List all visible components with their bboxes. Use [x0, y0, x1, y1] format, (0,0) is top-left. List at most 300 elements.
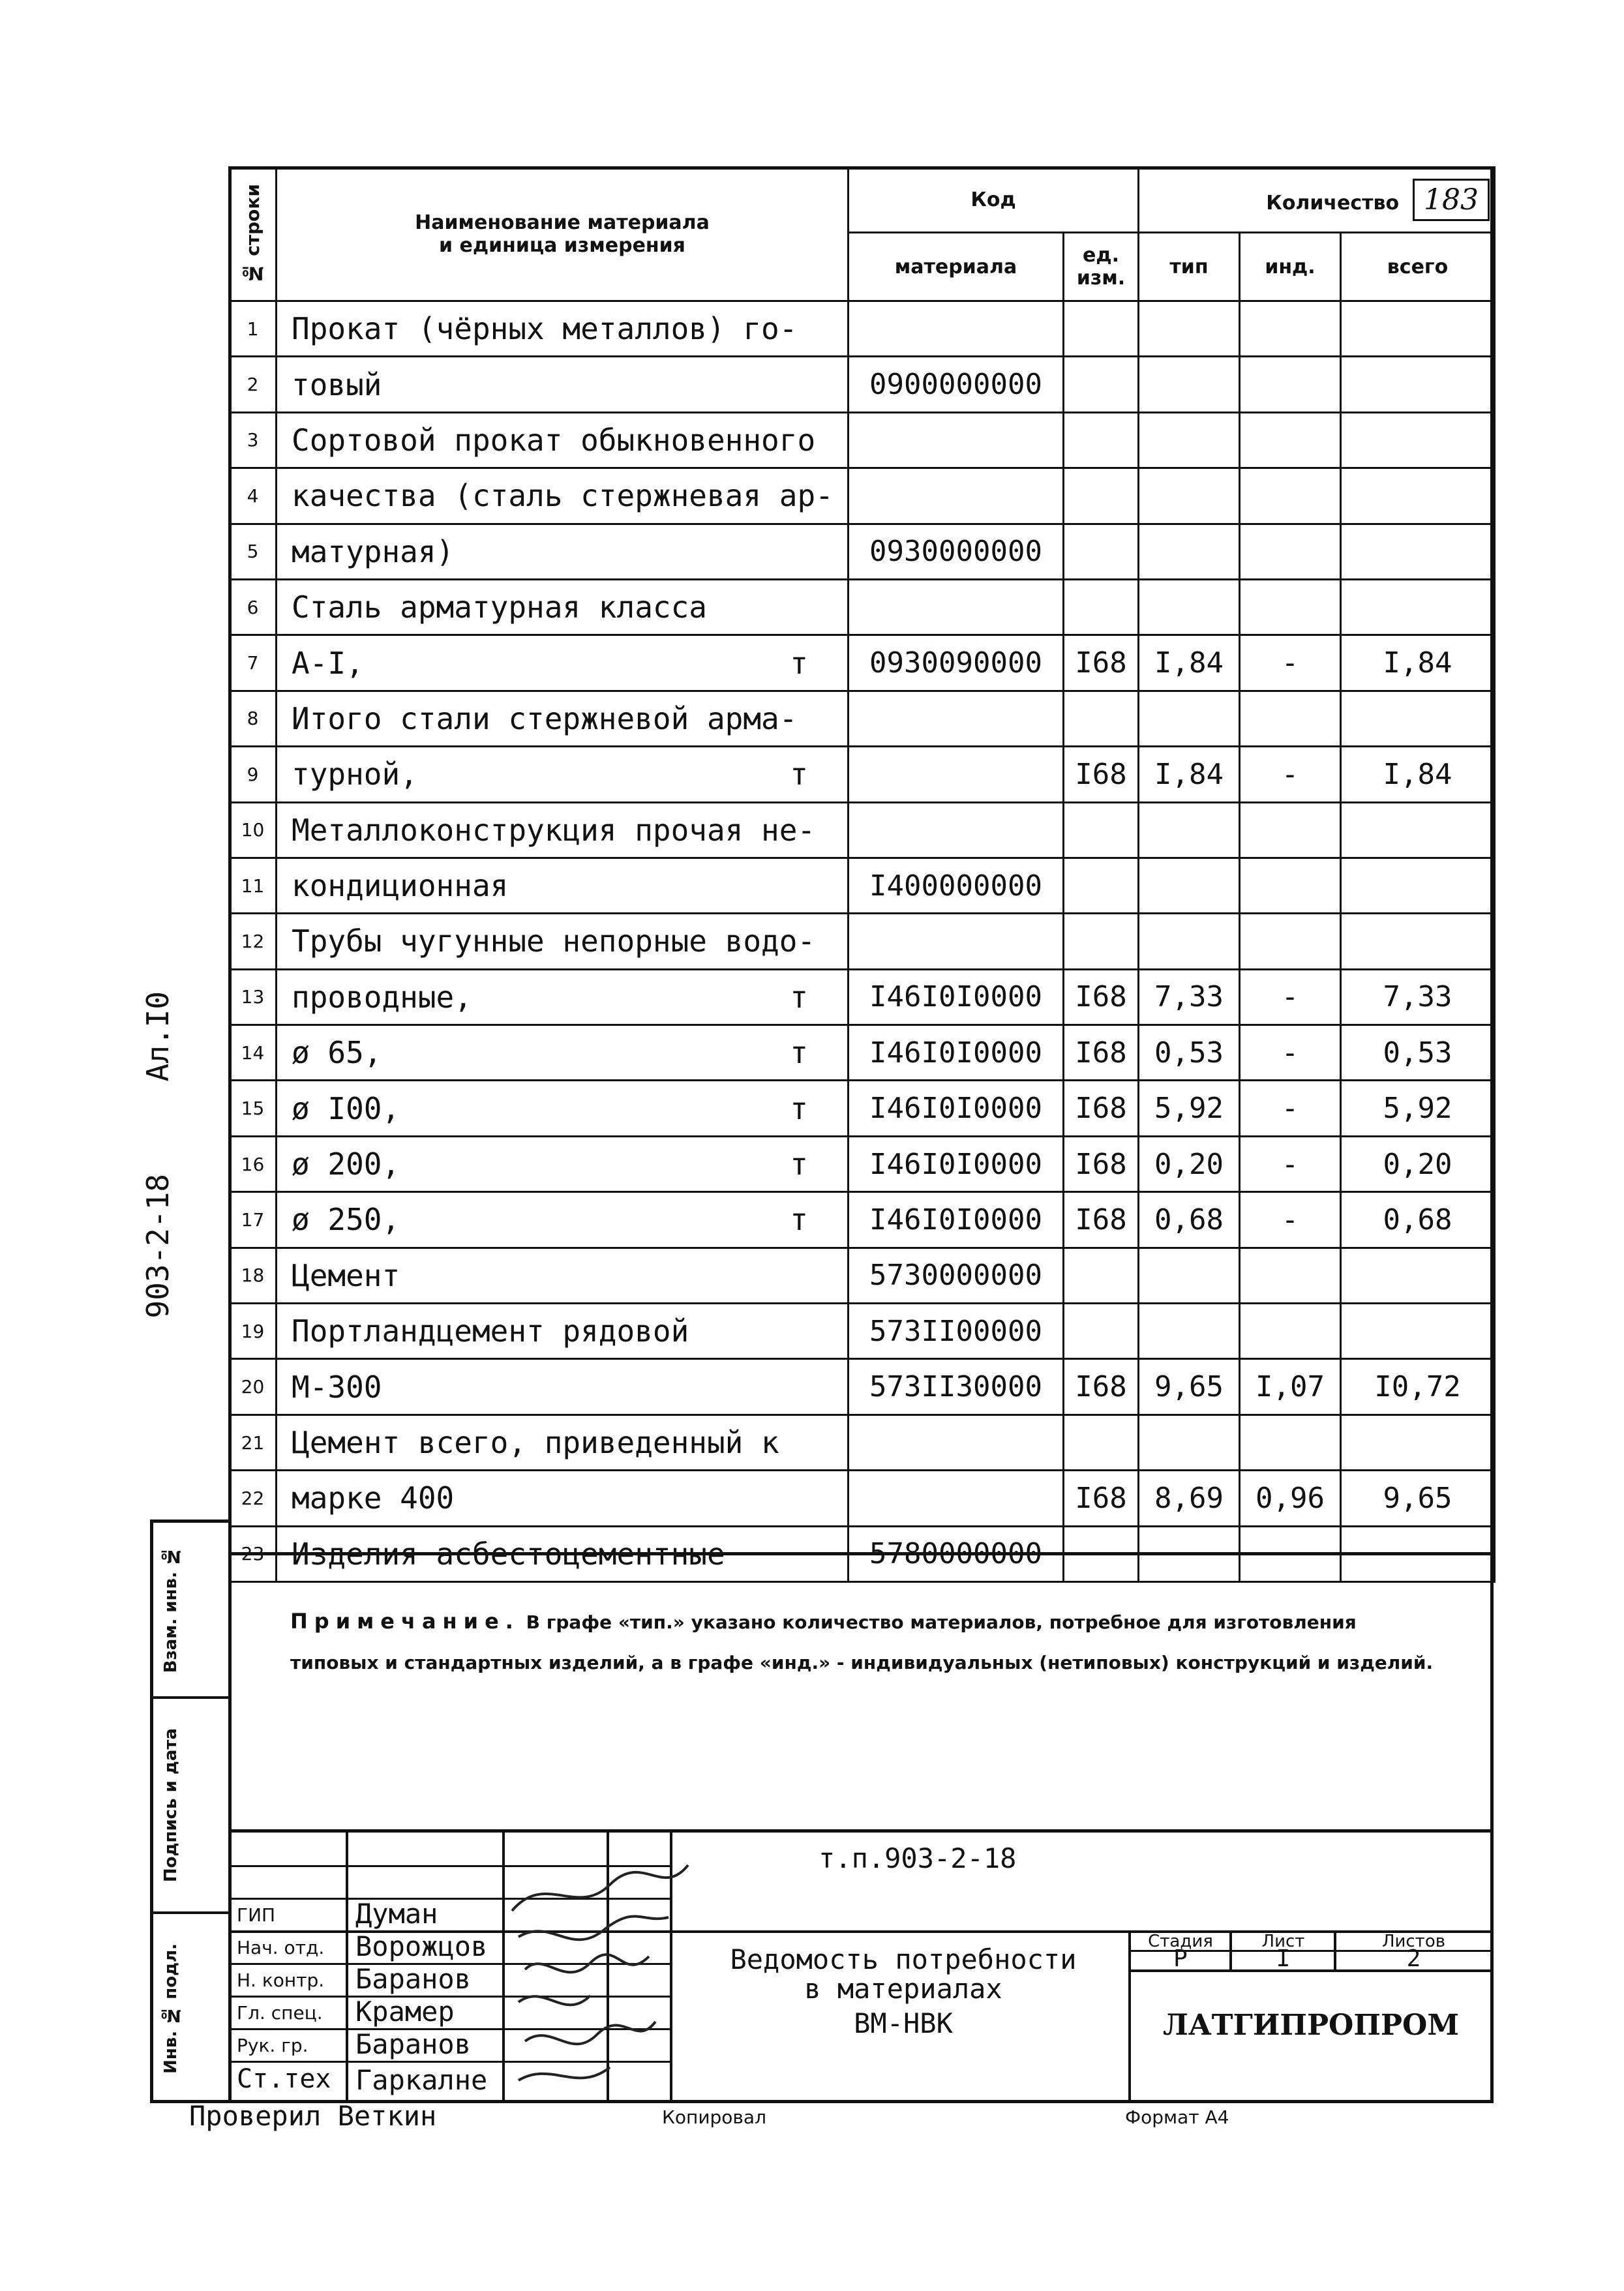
- material-code-text: 0930090000: [869, 646, 1042, 680]
- qty-ind: [1240, 858, 1341, 913]
- material-name-text: турной,: [292, 756, 418, 792]
- table-row: [230, 468, 1495, 524]
- material-code-text: I46I0I0000: [869, 980, 1042, 1014]
- material-code-text: 0930000000: [869, 535, 1042, 569]
- material-name: [277, 1136, 849, 1191]
- margin-doc-code: 903-2-18: [140, 1174, 175, 1319]
- table-row: [230, 1304, 1495, 1359]
- table-row: [230, 524, 1495, 579]
- material-code: [849, 1248, 1064, 1303]
- qty-type-text: 0,68: [1154, 1203, 1224, 1236]
- materials-table: [228, 166, 1496, 1583]
- material-code-text: 5730000000: [869, 1259, 1042, 1293]
- footer-copied: Копировал: [662, 2106, 766, 2128]
- qty-type: [1139, 1248, 1240, 1303]
- qty-type: [1139, 1081, 1240, 1136]
- material-name: [277, 1025, 849, 1081]
- material-name-text: ø 250,: [292, 1202, 400, 1238]
- row-number-text: 22: [241, 1487, 265, 1509]
- material-code-text: 5780000000: [869, 1537, 1042, 1571]
- material-name-text: ø 65,: [292, 1035, 382, 1071]
- unit-code-text: I68: [1075, 1036, 1127, 1070]
- row-number-text: 6: [247, 596, 259, 618]
- header-total: всего: [1341, 233, 1495, 301]
- material-name-text: Цемент всего, приведенный к: [292, 1425, 779, 1460]
- material-name: [277, 468, 849, 524]
- qty-ind: [1240, 1359, 1341, 1415]
- unit-code-text: I68: [1075, 1203, 1127, 1236]
- header-material: материала: [849, 233, 1064, 301]
- unit-code: [1064, 1359, 1139, 1415]
- note-block: [232, 1552, 1490, 1833]
- row-number-text: 11: [241, 875, 265, 897]
- unit-label: т: [790, 645, 808, 681]
- material-name: [277, 858, 849, 913]
- role-1: Нач. отд.: [237, 1937, 325, 1958]
- role-5: Ст.тех: [237, 2064, 331, 2094]
- material-name-text: Прокат (чёрных металлов) го-: [292, 311, 798, 347]
- qty-type: [1139, 301, 1240, 357]
- unit-code: [1064, 858, 1139, 913]
- qty-total-text: 0,53: [1383, 1036, 1452, 1070]
- row-number: [230, 1081, 277, 1136]
- material-code: [849, 914, 1064, 969]
- material-name: [277, 914, 849, 969]
- qty-total: [1341, 969, 1495, 1025]
- qty-ind: [1240, 301, 1341, 357]
- name-3: Крамер: [355, 1996, 455, 2028]
- qty-total: [1341, 357, 1495, 412]
- qty-total: [1341, 1081, 1495, 1136]
- material-code-text: 0900000000: [869, 368, 1042, 402]
- name-0: Думан: [355, 1898, 438, 1930]
- header-row-no: № строки: [230, 168, 277, 301]
- qty-total-text: I0,72: [1374, 1370, 1461, 1404]
- row-number: [230, 412, 277, 468]
- stage-value: Р: [1173, 1945, 1188, 1972]
- qty-ind: [1240, 1248, 1341, 1303]
- qty-total: [1341, 1304, 1495, 1359]
- table-row: [230, 1192, 1495, 1248]
- material-name: [277, 1081, 849, 1136]
- material-name: [277, 1359, 849, 1415]
- role-2: Н. контр.: [237, 1969, 325, 1991]
- qty-type: [1139, 468, 1240, 524]
- sheets-label: Листов: [1381, 1932, 1446, 1951]
- material-code: [849, 1415, 1064, 1470]
- qty-total: [1341, 468, 1495, 524]
- row-number: [230, 802, 277, 858]
- row-number-text: 21: [241, 1431, 265, 1454]
- qty-type: [1139, 524, 1240, 579]
- qty-ind: [1240, 1081, 1341, 1136]
- row-number: [230, 1415, 277, 1470]
- unit-code-text: I68: [1075, 757, 1127, 791]
- material-code: [849, 579, 1064, 635]
- row-number: [230, 1304, 277, 1359]
- material-name-text: Трубы чугунные непорные водо-: [292, 923, 816, 959]
- row-number-text: 19: [241, 1320, 265, 1342]
- qty-total: [1341, 1136, 1495, 1191]
- cell-podpis: Подпись и дата: [153, 1699, 232, 1914]
- signatures-drawing: [505, 1859, 695, 2103]
- unit-code-text: I68: [1075, 1147, 1127, 1181]
- qty-type: [1139, 914, 1240, 969]
- material-name: [277, 802, 849, 858]
- material-name: [277, 412, 849, 468]
- material-name-text: А-I,: [292, 645, 364, 681]
- unit-code: [1064, 301, 1139, 357]
- name-5: Гаркалне: [355, 2064, 488, 2096]
- row-number-text: 18: [241, 1265, 265, 1287]
- material-name-text: М-300: [292, 1369, 382, 1405]
- material-code-text: I46I0I0000: [869, 1036, 1042, 1070]
- qty-ind: [1240, 1304, 1341, 1359]
- qty-ind-text: -: [1281, 980, 1299, 1014]
- qty-ind: [1240, 524, 1341, 579]
- stamp-code: т.п.903-2-18: [819, 1842, 1017, 1874]
- material-code: [849, 1025, 1064, 1081]
- sheets-value: 2: [1406, 1945, 1421, 1972]
- material-code: [849, 301, 1064, 357]
- material-name-text: Металлоконструкция прочая не-: [292, 812, 816, 848]
- material-name: [277, 1192, 849, 1248]
- unit-code: [1064, 1415, 1139, 1470]
- footer-format: Формат А4: [1125, 2106, 1229, 2128]
- row-number: [230, 301, 277, 357]
- material-code: [849, 1471, 1064, 1526]
- margin-album: Ал.I0: [140, 991, 175, 1082]
- unit-label: т: [790, 979, 808, 1015]
- qty-ind: [1240, 635, 1341, 691]
- row-number-text: 3: [247, 429, 259, 451]
- header-type: тип: [1139, 233, 1240, 301]
- row-number-text: 7: [247, 652, 259, 674]
- row-number: [230, 858, 277, 913]
- row-number: [230, 635, 277, 691]
- qty-type: [1139, 635, 1240, 691]
- qty-total: [1341, 1248, 1495, 1303]
- qty-total: [1341, 1359, 1495, 1415]
- table-row: [230, 1248, 1495, 1303]
- row-number-text: 1: [247, 318, 259, 340]
- material-code-text: I400000000: [869, 869, 1042, 903]
- qty-type: [1139, 858, 1240, 913]
- material-name-text: товый: [292, 367, 382, 402]
- unit-code: [1064, 914, 1139, 969]
- table-row: [230, 914, 1495, 969]
- unit-code: [1064, 1248, 1139, 1303]
- qty-type-text: 8,69: [1154, 1481, 1224, 1515]
- unit-code: [1064, 1025, 1139, 1081]
- qty-ind: [1240, 802, 1341, 858]
- name-1: Ворожцов: [355, 1930, 488, 1962]
- row-number-text: 8: [247, 708, 259, 730]
- unit-code-text: I68: [1075, 1092, 1127, 1126]
- unit-code-text: I68: [1075, 646, 1127, 680]
- qty-type: [1139, 1192, 1240, 1248]
- material-name-text: ø 200,: [292, 1146, 400, 1182]
- qty-total: [1341, 1471, 1495, 1526]
- material-code-text: I46I0I0000: [869, 1203, 1042, 1236]
- role-4: Рук. гр.: [237, 2035, 308, 2056]
- material-name: [277, 1471, 849, 1526]
- table-row: [230, 1415, 1495, 1470]
- qty-type: [1139, 357, 1240, 412]
- name-2: Баранов: [355, 1963, 472, 1995]
- row-number-text: 9: [247, 763, 259, 785]
- qty-type: [1139, 747, 1240, 802]
- qty-type: [1139, 1359, 1240, 1415]
- note-text: В графе «тип.» указано количество материалов, потребное для изготовления типовых и стандартных изделий, а в графе «инд.» - индивидуальных (нетиповых) конструкций и изделий.: [290, 1611, 1434, 1673]
- qty-ind-text: -: [1281, 757, 1299, 791]
- material-code-text: I46I0I0000: [869, 1092, 1042, 1126]
- material-name: [277, 1415, 849, 1470]
- material-name: [277, 969, 849, 1025]
- material-name-text: ø I00,: [292, 1090, 400, 1126]
- qty-ind: [1240, 1192, 1341, 1248]
- qty-ind: [1240, 1471, 1341, 1526]
- qty-ind: [1240, 969, 1341, 1025]
- organization: ЛАТГИПРОПРОМ: [1162, 2009, 1460, 2042]
- qty-type: [1139, 1025, 1240, 1081]
- unit-code: [1064, 579, 1139, 635]
- table-row: [230, 635, 1495, 691]
- qty-ind-text: I,07: [1256, 1370, 1325, 1404]
- unit-label: т: [790, 756, 808, 792]
- name-4: Баранов: [355, 2028, 472, 2060]
- material-code: [849, 635, 1064, 691]
- qty-total: [1341, 691, 1495, 746]
- title-line-2: в материалах: [804, 1973, 1002, 2005]
- material-name-text: Изделия асбестоцементные: [292, 1536, 725, 1572]
- material-name: [277, 691, 849, 746]
- qty-ind: [1240, 1415, 1341, 1470]
- material-name-text: Итого стали стержневой арма-: [292, 700, 798, 736]
- unit-code: [1064, 635, 1139, 691]
- row-number-text: 13: [241, 986, 265, 1008]
- material-code: [849, 969, 1064, 1025]
- table-row: [230, 858, 1495, 913]
- table-row: [230, 969, 1495, 1025]
- qty-ind-text: -: [1281, 1147, 1299, 1181]
- qty-total: [1341, 747, 1495, 802]
- material-code: [849, 1359, 1064, 1415]
- material-name: [277, 579, 849, 635]
- cell-inv: Инв. № подл.: [161, 1943, 181, 2074]
- header-quantity: Количество 183: [1139, 168, 1495, 233]
- row-number: [230, 579, 277, 635]
- material-name-text: Сталь арматурная класса: [292, 590, 707, 625]
- header-unit: ед. изм.: [1064, 233, 1139, 301]
- qty-type: [1139, 1471, 1240, 1526]
- qty-type-text: 9,65: [1154, 1370, 1224, 1404]
- unit-code-text: I68: [1075, 980, 1127, 1014]
- qty-total: [1341, 858, 1495, 913]
- material-name-text: Цемент: [292, 1257, 400, 1293]
- row-number: [230, 1359, 277, 1415]
- unit-code: [1064, 1471, 1139, 1526]
- qty-total: [1341, 1415, 1495, 1470]
- material-name-text: проводные,: [292, 979, 472, 1015]
- qty-total: [1341, 1192, 1495, 1248]
- qty-ind-text: 0,96: [1256, 1481, 1325, 1515]
- material-name: [277, 635, 849, 691]
- material-name-text: марке 400: [292, 1480, 455, 1516]
- table-row: [230, 802, 1495, 858]
- table-row: [230, 357, 1495, 412]
- header-name: Наименование материала и единица измерения: [277, 168, 849, 301]
- row-number-text: 4: [247, 485, 259, 507]
- sheet-label: Лист: [1261, 1932, 1305, 1951]
- unit-label: т: [790, 1090, 808, 1126]
- material-name-text: качества (сталь стержневая ар-: [292, 478, 834, 514]
- qty-total: [1341, 635, 1495, 691]
- unit-code: [1064, 747, 1139, 802]
- row-number: [230, 914, 277, 969]
- table-row: [230, 1136, 1495, 1191]
- qty-type: [1139, 412, 1240, 468]
- qty-total: [1341, 524, 1495, 579]
- unit-code: [1064, 802, 1139, 858]
- row-number-text: 14: [241, 1041, 265, 1064]
- table-row: [230, 1471, 1495, 1526]
- material-code: [849, 524, 1064, 579]
- qty-ind: [1240, 468, 1341, 524]
- stage-label: Стадия: [1148, 1932, 1213, 1951]
- qty-total: [1341, 579, 1495, 635]
- qty-total-text: 5,92: [1383, 1092, 1452, 1126]
- unit-code: [1064, 524, 1139, 579]
- row-number: [230, 691, 277, 746]
- qty-ind: [1240, 747, 1341, 802]
- qty-type: [1139, 1136, 1240, 1191]
- row-number-text: 15: [241, 1098, 265, 1120]
- qty-ind-text: -: [1281, 646, 1299, 680]
- material-code: [849, 1192, 1064, 1248]
- qty-total-text: 7,33: [1383, 980, 1452, 1014]
- title-line-1: Ведомость потребности: [730, 1943, 1077, 1975]
- footer-checked: Проверил Веткин: [189, 2100, 437, 2132]
- unit-label: т: [790, 1035, 808, 1071]
- qty-type: [1139, 969, 1240, 1025]
- qty-total-text: 9,65: [1383, 1481, 1452, 1515]
- table-row: [230, 301, 1495, 357]
- row-number: [230, 1471, 277, 1526]
- unit-code-text: I68: [1075, 1370, 1127, 1404]
- material-code-text: I46I0I0000: [869, 1147, 1042, 1181]
- qty-type-text: 5,92: [1154, 1092, 1224, 1126]
- unit-code: [1064, 969, 1139, 1025]
- title-line-3: ВМ-НВК: [854, 2007, 953, 2039]
- qty-type: [1139, 802, 1240, 858]
- table-row: [230, 1359, 1495, 1415]
- material-code: [849, 691, 1064, 746]
- qty-type-text: I,84: [1154, 757, 1224, 791]
- material-name-text: Портландцемент рядовой: [292, 1313, 689, 1349]
- row-number: [230, 1025, 277, 1081]
- left-side-stamp: [150, 1520, 232, 2103]
- qty-total: [1341, 1025, 1495, 1081]
- material-name: [277, 524, 849, 579]
- header-ind: инд.: [1240, 233, 1341, 301]
- row-number: [230, 524, 277, 579]
- qty-ind: [1240, 412, 1341, 468]
- material-name: [277, 357, 849, 412]
- unit-code: [1064, 468, 1139, 524]
- header-code: Код: [849, 168, 1139, 233]
- row-number-text: 2: [247, 374, 259, 396]
- cell-vzam: Взам. инв. №: [153, 1523, 232, 1699]
- table-row: [230, 412, 1495, 468]
- qty-ind-text: -: [1281, 1036, 1299, 1070]
- qty-total: [1341, 301, 1495, 357]
- qty-type: [1139, 579, 1240, 635]
- unit-label: т: [790, 1146, 808, 1182]
- row-number: [230, 1136, 277, 1191]
- material-code-text: 573II00000: [869, 1314, 1042, 1348]
- qty-total: [1341, 412, 1495, 468]
- note-lead: Примечание.: [290, 1609, 520, 1634]
- material-code: [849, 1304, 1064, 1359]
- qty-ind: [1240, 579, 1341, 635]
- unit-code: [1064, 1081, 1139, 1136]
- material-code: [849, 357, 1064, 412]
- qty-total-text: 0,68: [1383, 1203, 1452, 1236]
- qty-type: [1139, 1415, 1240, 1470]
- qty-ind-text: -: [1281, 1092, 1299, 1126]
- title-block: [232, 1833, 1490, 2103]
- row-number-text: 16: [241, 1153, 265, 1175]
- row-number-text: 12: [241, 930, 265, 952]
- qty-ind: [1240, 1025, 1341, 1081]
- role-3: Гл. спец.: [237, 2002, 323, 2024]
- material-code: [849, 858, 1064, 913]
- qty-total: [1341, 914, 1495, 969]
- unit-code: [1064, 412, 1139, 468]
- qty-type-text: 7,33: [1154, 980, 1224, 1014]
- material-name: [277, 747, 849, 802]
- material-code: [849, 802, 1064, 858]
- material-code: [849, 412, 1064, 468]
- row-number-text: 20: [241, 1376, 265, 1398]
- unit-code: [1064, 691, 1139, 746]
- unit-code: [1064, 1192, 1139, 1248]
- material-name: [277, 1304, 849, 1359]
- material-code: [849, 1136, 1064, 1191]
- qty-ind: [1240, 357, 1341, 412]
- qty-type: [1139, 1304, 1240, 1359]
- material-code: [849, 468, 1064, 524]
- material-name-text: Сортовой прокат обыкновенного: [292, 422, 816, 458]
- row-number: [230, 1192, 277, 1248]
- qty-total-text: I,84: [1383, 757, 1452, 791]
- unit-label: т: [790, 1202, 808, 1238]
- qty-type: [1139, 691, 1240, 746]
- unit-code-text: I68: [1075, 1481, 1127, 1515]
- row-number-text: 23: [241, 1543, 265, 1565]
- row-number-text: 17: [241, 1208, 265, 1231]
- qty-total-text: 0,20: [1383, 1147, 1452, 1181]
- material-name: [277, 1248, 849, 1303]
- table-row: [230, 1025, 1495, 1081]
- qty-total-text: I,84: [1383, 646, 1452, 680]
- qty-type-text: 0,53: [1154, 1036, 1224, 1070]
- qty-ind-text: -: [1281, 1203, 1299, 1236]
- table-row: [230, 747, 1495, 802]
- row-number: [230, 747, 277, 802]
- material-code: [849, 1081, 1064, 1136]
